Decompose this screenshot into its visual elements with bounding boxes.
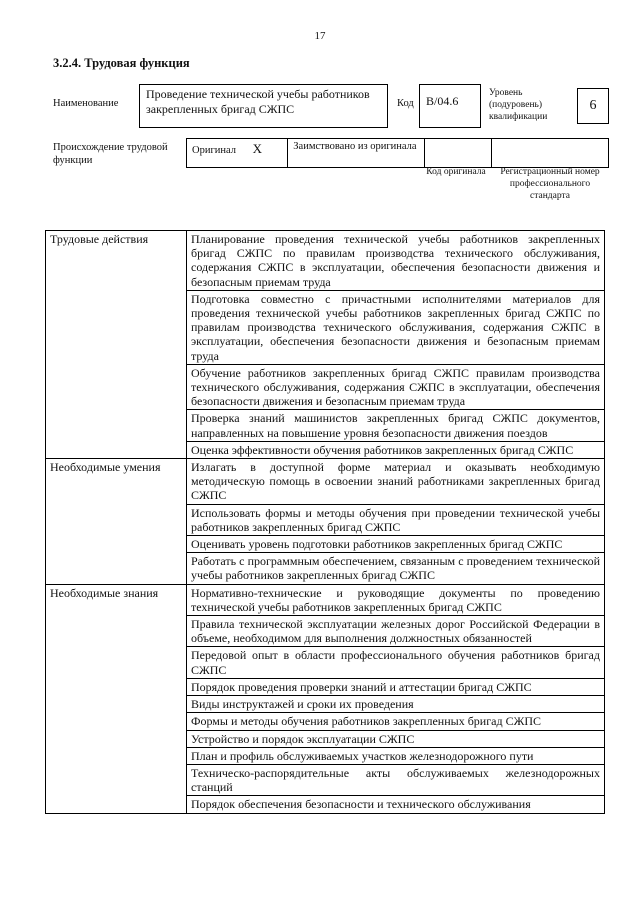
labor-function-table xyxy=(45,230,605,814)
table-cell: Нормативно-технические и руководящие документы по проведению технической учебы работников закрепленных бригад СЖПС xyxy=(187,584,605,615)
table-cell: План и профиль обслуживаемых участков железнодорожного пути xyxy=(187,747,605,764)
table-cell: Виды инструктажей и сроки их проведения xyxy=(187,696,605,713)
table-row xyxy=(46,459,605,505)
origin-table xyxy=(186,138,609,168)
name-label: Наименование xyxy=(53,98,119,109)
table-cell: Оценка эффективности обучения работников закрепленных бригад СЖПС xyxy=(187,441,605,458)
table-cell: Использовать формы и методы обучения при проведении технической учебы работников закрепленных бригад СЖПС xyxy=(187,504,605,535)
reg-number-cell xyxy=(491,139,608,168)
original-mark: X xyxy=(252,141,263,156)
page-number: 17 xyxy=(314,30,326,42)
table-cell: Оценивать уровень подготовки работников закрепленных бригад СЖПС xyxy=(187,536,605,553)
table-row xyxy=(46,231,605,291)
code-value-box: B/04.6 xyxy=(419,84,481,128)
table-cell: Техническо-распорядительные акты обслуживаемых железнодорожных станций xyxy=(187,764,605,795)
code-label: Код xyxy=(397,98,414,109)
table-cell: Подготовка совместно с причастными исполнителями материалов для проведения технической учебы работников закрепленных бригад СЖПС по правилам производства технического обслуживания, содержания СЖПС в эксплуатации, обеспечения безопасности движения и безопасным приемам труда xyxy=(187,290,605,364)
borrowed-label: Заимствовано из оригинала xyxy=(288,139,425,168)
origin-label: Происхождение трудовой функции xyxy=(53,142,168,166)
table-cell: Излагать в доступной форме материал и оказывать необходимую методическую помощь в освоении знаний работниками закрепленных бригад СЖПС xyxy=(187,459,605,505)
table-cell: Работать с программным обеспечением, связанным с проведением технической учебы работников закрепленных бригад СЖПС xyxy=(187,553,605,584)
original-code-cell xyxy=(424,139,491,168)
code-caption: Код оригинала xyxy=(426,167,486,177)
section-heading: Необходимые умения xyxy=(46,459,187,585)
table-cell: Правила технической эксплуатации железных дорог Российской Федерации в объеме, необходимом для выполнения должностных обязанностей xyxy=(187,616,605,647)
table-cell: Порядок обеспечения безопасности и технического обслуживания xyxy=(187,796,605,813)
reg-caption: Регистрационный номер профессионального стандарта xyxy=(500,167,600,201)
section-heading: Необходимые знания xyxy=(46,584,187,813)
original-label: Оригинал xyxy=(192,145,236,156)
level-value-box: 6 xyxy=(577,88,609,124)
section-heading: Трудовые действия xyxy=(46,231,187,459)
section-title: 3.2.4. Трудовая функция xyxy=(53,56,190,70)
table-cell: Передовой опыт в области профессионального обучения работников бригад СЖПС xyxy=(187,647,605,678)
table-cell: Проверка знаний машинистов закрепленных бригад СЖПС документов, направленных на повышение уровня безопасности движения поездов xyxy=(187,410,605,441)
function-name-box: Проведение технической учебы работников закрепленных бригад СЖПС xyxy=(139,84,388,128)
table-cell: Планирование проведения технической учебы работников закрепленных бригад СЖПС по правилам производства технического обслуживания, содержания СЖПС в эксплуатации, обеспечения безопасности движения и безопасным приемам труда xyxy=(187,231,605,291)
level-label: Уровень (подуровень) квалификации xyxy=(489,88,548,122)
table-cell: Устройство и порядок эксплуатации СЖПС xyxy=(187,730,605,747)
table-cell: Порядок проведения проверки знаний и аттестации бригад СЖПС xyxy=(187,678,605,695)
table-cell: Обучение работников закрепленных бригад СЖПС правилам производства технического обслуживания, содержания СЖПС в эксплуатации, обеспечения безопасности движения и безопасным приемам труда xyxy=(187,364,605,410)
table-cell: Формы и методы обучения работников закрепленных бригад СЖПС xyxy=(187,713,605,730)
table-row xyxy=(46,584,605,615)
